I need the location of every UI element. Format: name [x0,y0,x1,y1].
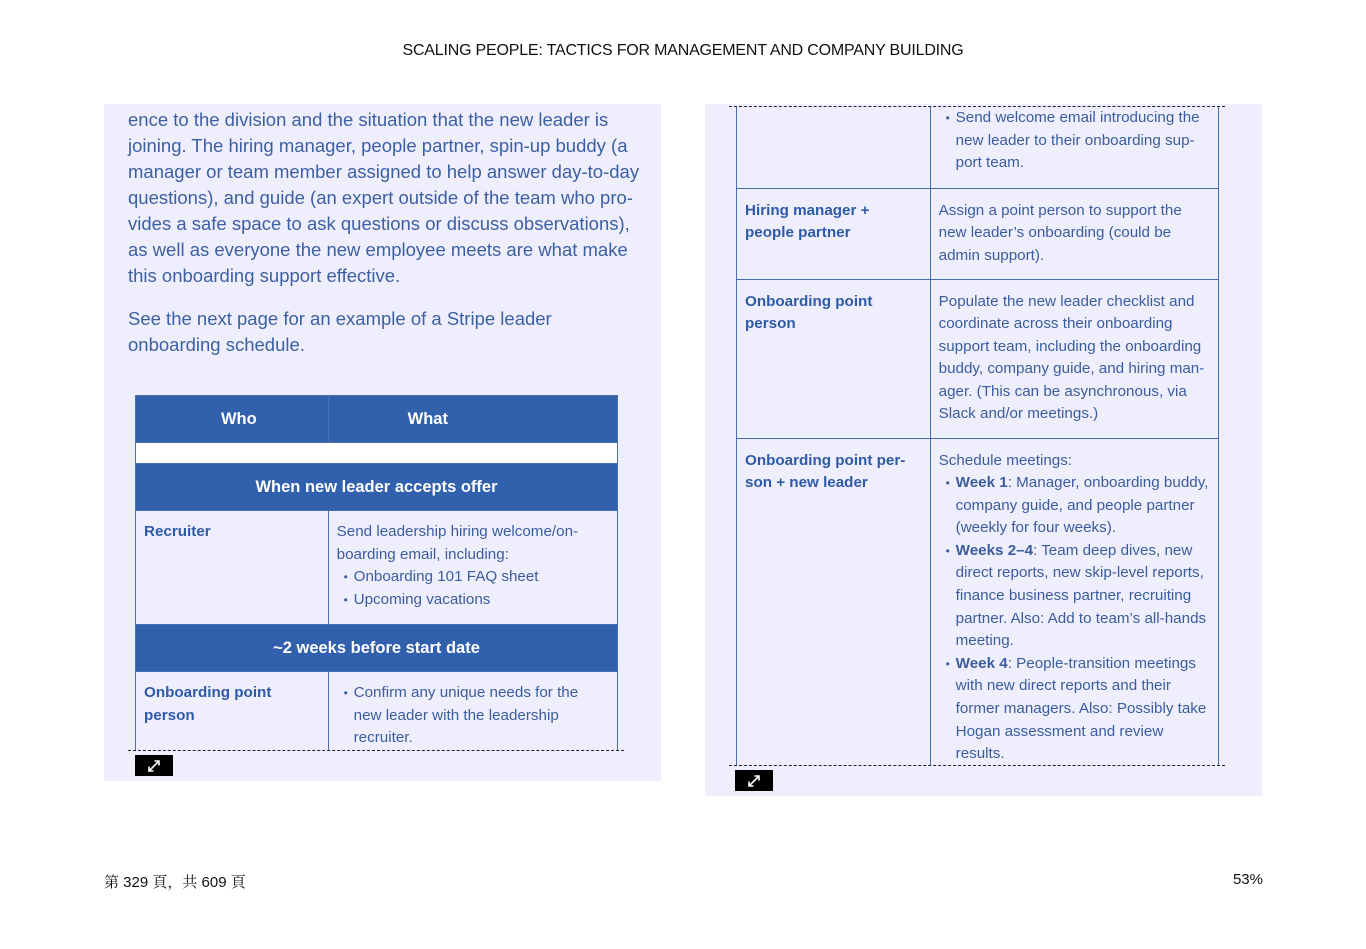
what-cell [328,511,617,625]
zoom-level: 53% [1232,871,1263,888]
week-label: Week 4 [955,654,1008,672]
table-row [737,188,1219,279]
book-title: SCALING PEOPLE: TACTICS FOR MANAGEMENT AND COMPANY BUILDING [402,42,964,59]
week-label: Weeks 2–4 [955,541,1034,559]
what-cell: Assign a point person to support the new leader’s onboarding (could be admin support). [930,188,1218,279]
bullet-list [939,107,1210,175]
who-cell: Onboarding point person [136,672,329,752]
bullet-list [337,566,609,611]
table-section-row [136,625,618,672]
who-cell: Hiring manager + people partner [737,188,931,279]
week-text: : Team deep dives, new direct reports, new skip-level reports, finance business partner, recruiting partner. Also: Add to team’s all-hands meeting. [955,541,1207,650]
week-text: : Manager, onboarding buddy, company guide, and people partner (weekly for four weeks). [955,474,1209,537]
body-paragraph: See the next page for an example of a Stripe leader onboarding schedule. [128,308,552,355]
expand-arrows-icon [146,759,162,773]
what-cell: Populate the new leader checklist and coordinate across their onboarding support team, including the onboarding buddy, company guide, and hiring man-ager. (This can be asynchronous, via Slack and/or meetings.) [930,279,1218,438]
list-item: • Upcoming vacations [337,589,609,612]
list-item [939,472,1210,540]
list-item: • Onboarding 101 FAQ sheet [337,566,609,589]
who-cell: Onboarding point person [737,279,931,438]
week-label: Week 1 [955,474,1008,492]
list-item [939,540,1210,653]
week-text: : People-transition meetings with new direct reports and their former managers. Also: Possibly take Hogan assessment and review results. [955,654,1207,763]
onboarding-table [135,395,618,751]
who-cell [737,107,931,188]
page-indicator: 第 329 頁，共 609 頁 [104,874,246,891]
bullet-list [939,472,1210,766]
what-cell [930,438,1218,766]
left-page [104,104,661,781]
right-page [705,104,1262,796]
section-heading: ~2 weeks before start date [136,625,618,672]
section-heading: When new leader accepts offer [136,464,618,511]
onboarding-table-continued [736,107,1219,766]
selection-border [729,765,1225,766]
col-header-what: What [328,396,617,443]
what-cell [930,107,1218,188]
table-row [136,511,618,625]
table-viewport[interactable] [129,395,629,751]
table-header-row [136,396,618,443]
list-item: • Send welcome email introducing the new leader to their onboarding sup-port team. [939,107,1210,175]
what-intro: Send leadership hiring welcome/on-boarding email, including: [336,523,579,563]
selection-border [128,750,624,751]
table-row [737,107,1219,188]
who-cell: Recruiter [136,511,329,625]
expand-button[interactable] [135,755,173,776]
expand-button[interactable] [735,770,773,791]
body-paragraph: ence to the division and the situation that the new leader is joining. The hiring manager, people partner, spin-up buddy (a manager or team member assigned to help answer day-to-day questions), and guide (an expert outside of the team who pro-vides a safe space to ask questions or discuss observations), as well as everyone the new employee meets are what make this onboarding support effective. [128,109,640,286]
list-item [939,653,1210,766]
table-row [737,279,1219,438]
table-spacer-row [136,443,618,464]
table-section-row [136,464,618,511]
expand-arrows-icon [746,774,762,788]
table-row [136,672,618,752]
list-item: • Confirm any unique needs for the new leader with the leadership recruiter. [337,682,609,750]
what-cell [328,672,617,752]
who-cell: Onboarding point per-son + new leader [737,438,931,766]
table-row [737,438,1219,766]
bullet-list [337,682,609,750]
table-viewport[interactable] [730,107,1230,766]
what-intro: Schedule meetings: [938,451,1073,469]
col-header-who: Who [136,396,329,443]
